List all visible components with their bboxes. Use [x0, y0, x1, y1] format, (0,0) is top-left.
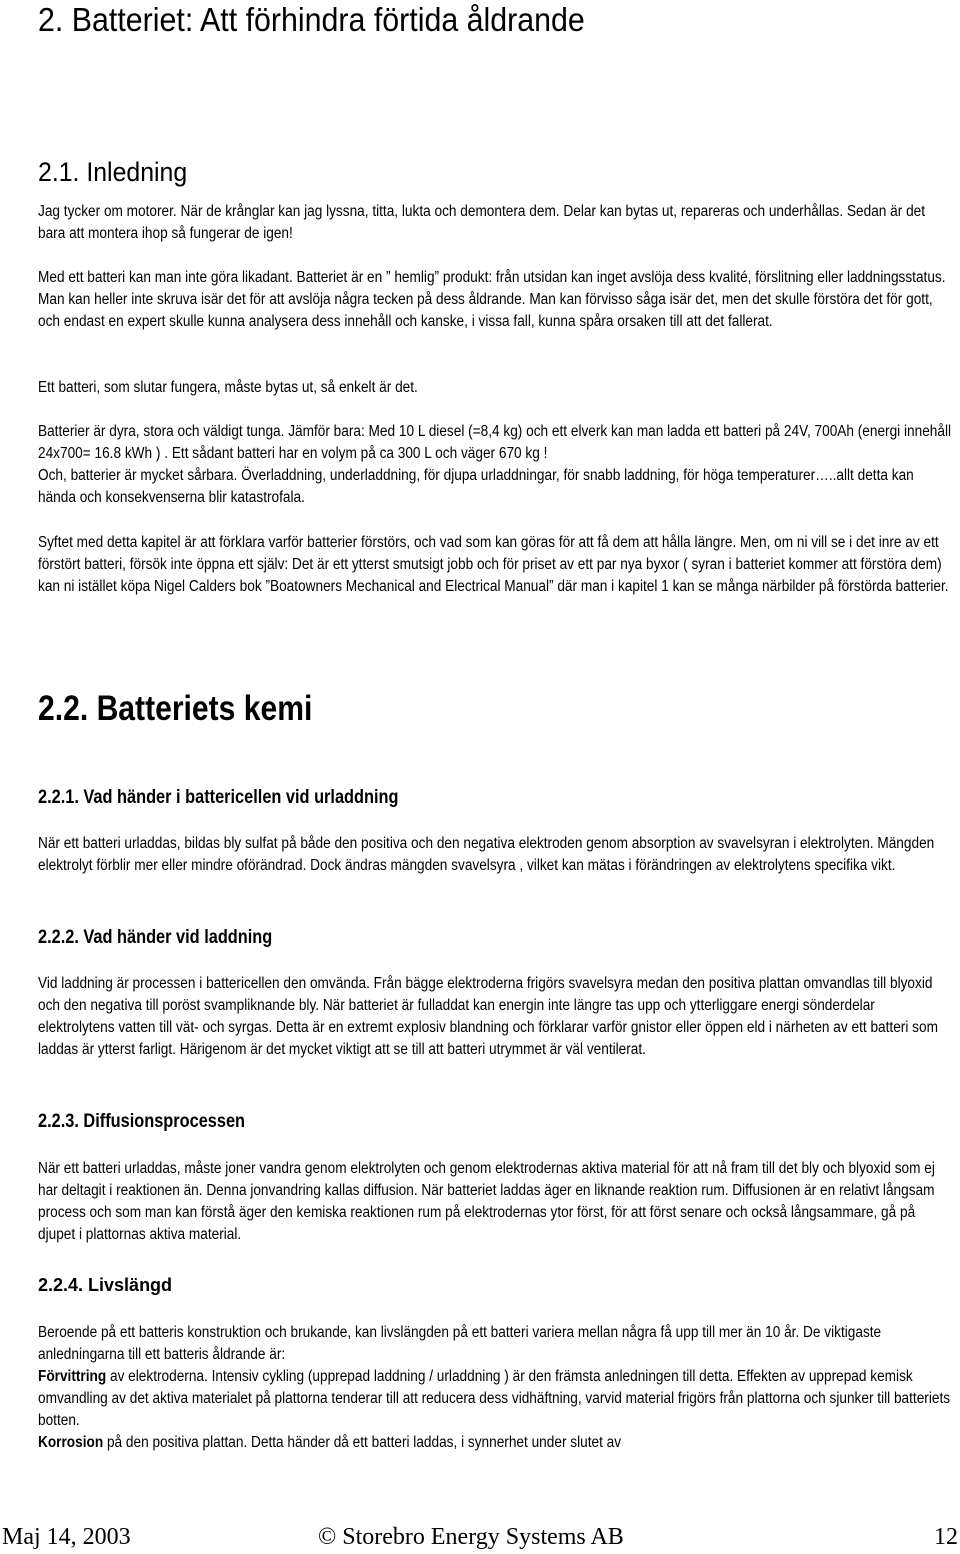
paragraph-text: Och, batterier är mycket sårbara. Överladdning, underladdning, för djupa urladdningar, för snabb laddning, för höga temperaturer…..allt detta kan hända och konsekvenserna blir katastrofala. [38, 467, 914, 506]
term-forvittring: Förvittring [38, 1368, 107, 1385]
footer-date: Maj 14, 2003 [2, 1524, 131, 1550]
intro-paragraph-2 [38, 267, 953, 333]
chapter-heading: 2. Batteriet: Att förhindra förtida åldrande [38, 1, 585, 38]
korrosion-text: på den positiva plattan. Detta händer då ett batteri laddas, i synnerhet under slutet av [103, 1434, 622, 1451]
forvittring-paragraph [38, 1366, 953, 1432]
footer-copyright: © Storebro Energy Systems AB [318, 1524, 624, 1550]
intro-paragraph-5 [38, 465, 953, 509]
paragraph-text: Beroende på ett batteris konstruktion och brukande, kan livslängden på ett batteri variera mellan några få upp till mer än 10 år. De viktigaste anledningarna till ett batteris åldrande är: [38, 1324, 882, 1363]
intro-paragraph-1 [38, 201, 953, 245]
diffusion-paragraph [38, 1158, 953, 1246]
laddning-paragraph [38, 973, 953, 1061]
intro-paragraph-4 [38, 421, 953, 465]
livslangd-paragraph [38, 1322, 953, 1454]
paragraph-text: När ett batteri urladdas, måste joner vandra genom elektrolyten och genom elektrodernas aktiva material för att nå fram till det bly och blyoxid som ej har deltagit i reaktionen än. Denna jonvandring kallas diffusion. När batteriet laddas äger en liknande reaktion rum. Diffusionen är en relativt långsam process och som man kan förstå äger den kemiska reaktionen rum på elektrodernas ytor först, för att först senare och också långsammare, gå på djupet i plattornas aktiva material. [38, 1160, 935, 1243]
korrosion-paragraph [38, 1432, 953, 1454]
subsection-heading-urladdning: 2.2.1. Vad händer i battericellen vid urladdning [38, 787, 399, 808]
footer-page-number: 12 [934, 1524, 958, 1550]
paragraph-text: Jag tycker om motorer. När de krånglar kan jag lyssna, titta, lukta och demontera dem. Delar kan bytas ut, repareras och underhållas. Sedan är det bara att montera ihop så fungerar de igen! [38, 203, 926, 242]
paragraph-text: När ett batteri urladdas, bildas bly sulfat på både den positiva och den negativa elektroden genom absorption av svavelsyran i elektrolyten. Mängden elektrolyt förblir mer eller mindre oförändrad. Dock ändras mängden svavelsyra , vilket kan mätas i förändringen av elektrolytens specifika vikt. [38, 835, 935, 874]
urladdning-paragraph [38, 833, 953, 877]
forvittring-text: av elektroderna. Intensiv cykling (upprepad laddning / urladdning ) är den främsta anledningen till detta. Effekten av upprepad kemisk omvandling av det aktiva materialet på plattorna tenderar till att reducera dess vidhäftning, varvid material frigörs från plattorna och sjunker till batteriets botten. [38, 1368, 951, 1429]
paragraph-text: Batterier är dyra, stora och väldigt tunga. Jämför bara: Med 10 L diesel (=8,4 kg) och ett elverk kan man ladda ett batteri på 24V, 700Ah (energi innehåll 24x700= 16.8 kWh ) . Ett sådant batteri har en volym på ca 300 L och väger 670 kg ! [38, 423, 952, 462]
intro-paragraph-3 [38, 377, 953, 399]
subsection-heading-laddning: 2.2.2. Vad händer vid laddning [38, 927, 273, 948]
paragraph-text: Vid laddning är processen i battericellen den omvända. Från bägge elektroderna frigörs svavelsyra medan den positiva plattan omvandlas till blyoxid och den negativa till poröst svampliknande bly. När batteriet är fulladdat kan energin inte längre tas upp och ytterliggare energi sönderdelar elektrolytens vatten till vät- och syrgas. Detta är en extremt explosiv blandning och förklarar varför gnistor eller öppen eld i närheten av ett batteri som laddas är ytterst farligt. Härigenom är det mycket viktigt att se till att batteri utrymmet är väl ventilerat. [38, 975, 938, 1058]
section-heading-inledning: 2.1. Inledning [38, 157, 188, 187]
subsection-heading-diffusion: 2.2.3. Diffusionsprocessen [38, 1111, 246, 1132]
paragraph-text: Med ett batteri kan man inte göra likadant. Batteriet är en ” hemlig” produkt: från utsidan kan inget avslöja dess kvalité, förslitning eller laddningsstatus. Man kan heller inte skruva isär det för att avslöja några tecken på dess åldrande. Man kan förvisso såga isär det, men det skulle förstöra det för gott, och endast en expert skulle kunna analysera dess innehåll och kanske, i vissa fall, kunna spåra orsaken till att det fallerat. [38, 269, 946, 330]
paragraph-text: Ett batteri, som slutar fungera, måste bytas ut, så enkelt är det. [38, 379, 418, 396]
paragraph-text: Syftet med detta kapitel är att förklara varför batterier förstörs, och vad som kan göras för att få dem att hålla längre. Men, om ni vill se i det inre av ett förstört batteri, försök inte öppna ett själv: Det är ett ytterst smutsigt jobb och för priset av ett par nya byxor ( syran i batteriet kommer att förstöra dem) kan ni istället köpa Nigel Calders bok ”Boatowners Mechanical and Electrical Manual” där man i kapitel 1 kan se många närbilder på förstörda batterier. [38, 534, 949, 595]
section-heading-batteriets-kemi: 2.2. Batteriets kemi [38, 689, 313, 728]
subsection-heading-livslangd: 2.2.4. Livslängd [38, 1275, 173, 1295]
intro-paragraph-6 [38, 532, 953, 598]
term-korrosion: Korrosion [38, 1434, 104, 1451]
